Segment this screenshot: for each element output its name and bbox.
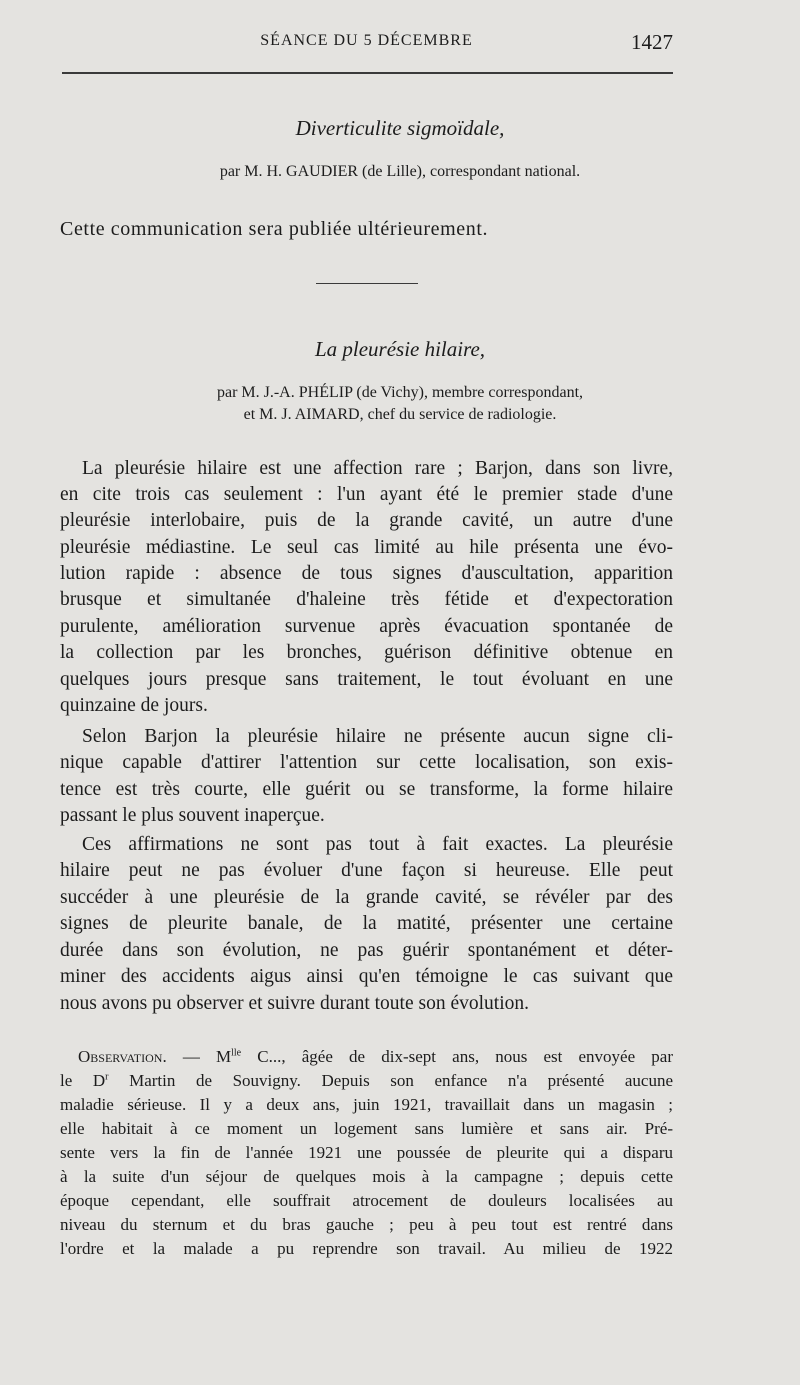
body-line: succéder à une pleurésie de la grande cavité, se révéler par des (60, 887, 673, 908)
superscript: r (105, 1071, 109, 1083)
body-line: nique capable d'attirer l'attention sur cette localisation, son exis- (60, 752, 673, 773)
body-line: Selon Barjon la pleurésie hilaire ne présente aucun signe cli- (82, 726, 673, 747)
body-line: Ces affirmations ne sont pas tout à fait exactes. La pleurésie (82, 834, 673, 855)
article-byline-gaudier: par M. H. GAUDIER (de Lille), correspondant national. (219, 163, 581, 180)
body-line: en cite trois cas seulement : l'un ayant été le premier stade d'une (60, 484, 673, 505)
observation-line: époque cependant, elle souffrait atrocement de douleurs localisées au (60, 1191, 673, 1210)
observation-line: à la suite d'un séjour de quelques mois à la campagne ; depuis cette (60, 1167, 673, 1186)
body-line: signes de pleurite banale, de la matité, présenter une certaine (60, 913, 673, 934)
body-line: quelques jours presque sans traitement, le tout évoluant en une (60, 669, 673, 690)
article-title-pleuresie: La pleurésie hilaire, (314, 337, 486, 361)
article-byline-aimard: et M. J. AIMARD, chef du service de radiologie. (243, 406, 557, 423)
body-line: purulente, amélioration survenue après évacuation spontanée de (60, 616, 673, 637)
body-line: quinzaine de jours. (60, 695, 208, 716)
section-divider (316, 283, 418, 284)
body-line: lution rapide : absence de tous signes d'auscultation, apparition (60, 563, 673, 584)
body-line: la collection par les bronches, guérison définitive obtenue en (60, 642, 673, 663)
observation-text: le D (60, 1071, 106, 1090)
body-line: passant le plus souvent inaperçue. (60, 805, 325, 826)
article-byline-phelip: par M. J.-A. PHÉLIP (de Vichy), membre correspondant, (216, 384, 584, 401)
article-title-diverticulite: Diverticulite sigmoïdale, (295, 116, 505, 140)
observation-label: Observation. (78, 1047, 167, 1066)
running-title: SÉANCE DU 5 DÉCEMBRE (260, 32, 473, 49)
body-line: nous avons pu observer et suivre durant toute son évolution. (60, 993, 529, 1014)
page-number: 1427 (631, 30, 673, 54)
observation-text: C..., âgée de dix-sept ans, nous est envoyée par (241, 1047, 673, 1066)
observation-line: elle habitait à ce moment un logement sans lumière et sans air. Pré- (60, 1119, 673, 1138)
body-line: miner des accidents aigus ainsi qu'en témoigne le cas suivant que (60, 966, 673, 987)
body-line: hilaire peut ne pas évoluer d'une façon si heureuse. Elle peut (60, 860, 673, 881)
publication-notice: Cette communication sera publiée ultérieurement. (60, 218, 489, 240)
body-line: pleurésie médiastine. Le seul cas limité au hile présenta une évo- (60, 537, 673, 558)
observation-text: Martin de Souvigny. Depuis son enfance n'a présenté aucune (108, 1071, 674, 1090)
body-line: tence est très courte, elle guérit ou se transforme, la forme hilaire (60, 779, 673, 800)
body-line: pleurésie interlobaire, puis de la grande cavité, un autre d'une (60, 510, 673, 531)
running-header (60, 30, 673, 56)
observation-line (60, 1069, 673, 1093)
body-line: durée dans son évolution, ne pas guérir spontanément et déter- (60, 940, 673, 961)
observation-line: niveau du sternum et du bras gauche ; peu à peu tout est rentré dans (60, 1215, 673, 1234)
body-line: La pleurésie hilaire est une affection rare ; Barjon, dans son livre, (82, 458, 673, 479)
observation-text: — M (166, 1047, 232, 1066)
observation-line: sente vers la fin de l'année 1921 une poussée de pleurite qui a disparu (60, 1143, 673, 1162)
header-rule (62, 72, 673, 74)
body-line: brusque et simultanée d'haleine très fétide et d'expectoration (60, 589, 673, 610)
observation-line: l'ordre et la malade a pu reprendre son travail. Au milieu de 1922 (60, 1239, 673, 1258)
observation-line (60, 1045, 673, 1069)
observation-line: maladie sérieuse. Il y a deux ans, juin 1921, travaillait dans un magasin ; (60, 1095, 673, 1114)
superscript: lle (231, 1047, 242, 1059)
